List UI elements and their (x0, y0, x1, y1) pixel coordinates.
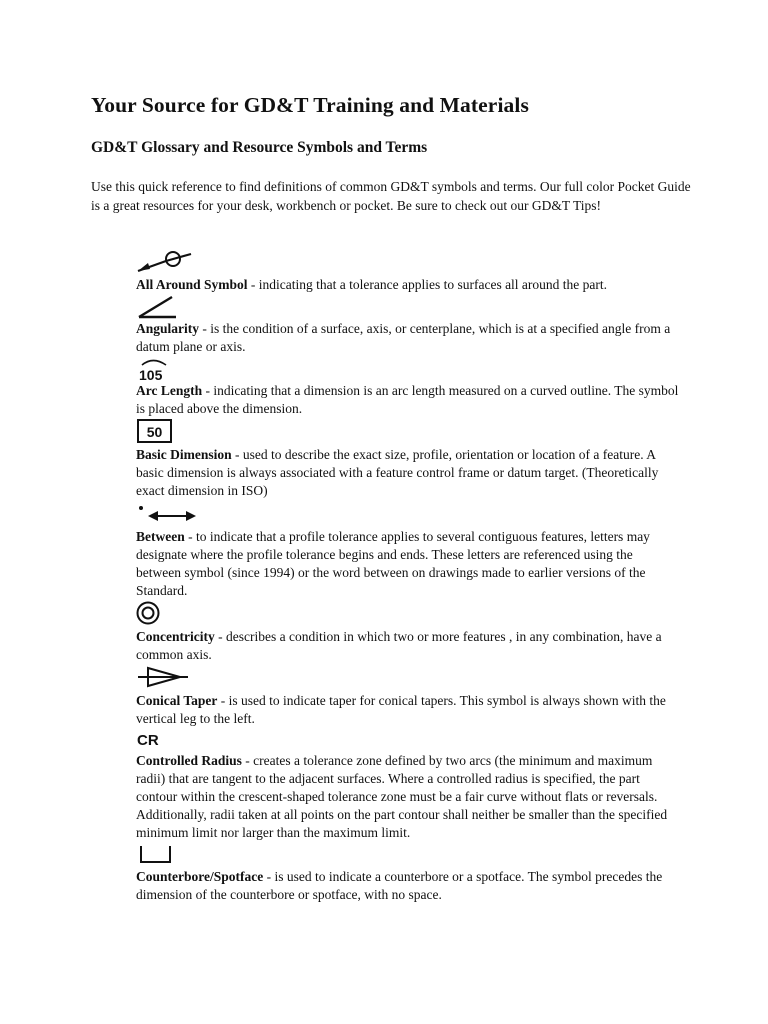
entry-term: Controlled Radius (136, 753, 242, 768)
entry-term: Counterbore/Spotface (136, 869, 264, 884)
glossary-entry (136, 356, 681, 418)
entry-term: Conical Taper (136, 693, 218, 708)
page-subtitle: GD&T Glossary and Resource Symbols and Terms (91, 139, 428, 156)
entry-definition: - describes a condition in which two or more features , in any combination, have a common axis. (136, 629, 662, 662)
entry-term: Between (136, 529, 185, 544)
controlled-radius-icon (136, 728, 681, 752)
entry-text (136, 752, 681, 842)
glossary-entry (136, 246, 681, 294)
entry-text (136, 382, 681, 418)
entry-definition: - is used to indicate a counterbore or a spotface. The symbol precedes the dimension of the counterbore or spotface, with no space. (136, 869, 663, 902)
entry-definition: - is used to indicate taper for conical tapers. This symbol is always shown with the vertical leg to the left. (136, 693, 666, 726)
entry-term: Arc Length (136, 383, 203, 398)
entry-definition: - to indicate that a profile tolerance applies to several contiguous features, letters may designate where the profile tolerance begins and ends. These letters are referenced using the between symbol (since 1994) or the word between on drawings made to earlier versions of the Standard. (136, 529, 650, 598)
entry-text (136, 528, 681, 600)
glossary-entry (136, 418, 681, 500)
entry-definition: - indicating that a tolerance applies to surfaces all around the part. (247, 277, 608, 292)
entry-text (136, 628, 681, 664)
glossary-list (136, 246, 681, 904)
glossary-entry (136, 842, 681, 904)
entry-text (136, 868, 681, 904)
entry-definition: - creates a tolerance zone defined by two arcs (the minimum and maximum radii) that are tangent to the adjacent surfaces. Where a controlled radius is specified, the part contour within the crescent-shaped tolerance zone must be a fair curve without flats or reversals. Additionally, radii taken at all points on the part contour shall neither be smaller than the specified minimum limit nor larger than the maximum limit. (136, 753, 668, 840)
entry-text (136, 692, 681, 728)
conical-taper-icon (136, 664, 681, 692)
entry-term: Basic Dimension (136, 447, 232, 462)
entry-definition: - used to describe the exact size, profile, orientation or location of a feature. A basic dimension is always associated with a feature control frame or datum target. (Theoretically exact dimension in ISO) (136, 447, 659, 498)
glossary-entry (136, 600, 681, 664)
entry-text (136, 276, 681, 294)
glossary-entry (136, 500, 681, 600)
glossary-entry (136, 294, 681, 356)
glossary-entry (136, 664, 681, 728)
entry-term: Concentricity (136, 629, 215, 644)
intro-paragraph: Use this quick reference to find definitions of common GD&T symbols and terms. Our full color Pocket Guide is a great resources for your desk, workbench or pocket. Be sure to check out our GD&T Tips! (91, 179, 691, 213)
entry-term: Angularity (136, 321, 200, 336)
page-title: Your Source for GD&T Training and Materials (91, 93, 529, 117)
arc-length-label: 105 (139, 367, 163, 382)
entry-text (136, 446, 681, 500)
concentricity-icon (136, 600, 681, 628)
entry-definition: - indicating that a dimension is an arc length measured on a curved outline. The symbol is placed above the dimension. (136, 383, 679, 416)
entry-definition: - is the condition of a surface, axis, or centerplane, which is at a specified angle from a datum plane or axis. (136, 321, 671, 354)
entry-term: All Around Symbol (136, 277, 248, 292)
between-icon (136, 500, 681, 528)
counterbore-icon (136, 842, 681, 868)
basic-dimension-icon (136, 418, 681, 446)
basic-dimension-label: 50 (146, 424, 163, 440)
all-around-symbol-icon (136, 246, 681, 276)
arc-length-icon (136, 356, 681, 382)
controlled-radius-label: CR (137, 732, 159, 749)
angularity-icon (136, 294, 681, 320)
glossary-entry (136, 728, 681, 842)
entry-text (136, 320, 681, 356)
